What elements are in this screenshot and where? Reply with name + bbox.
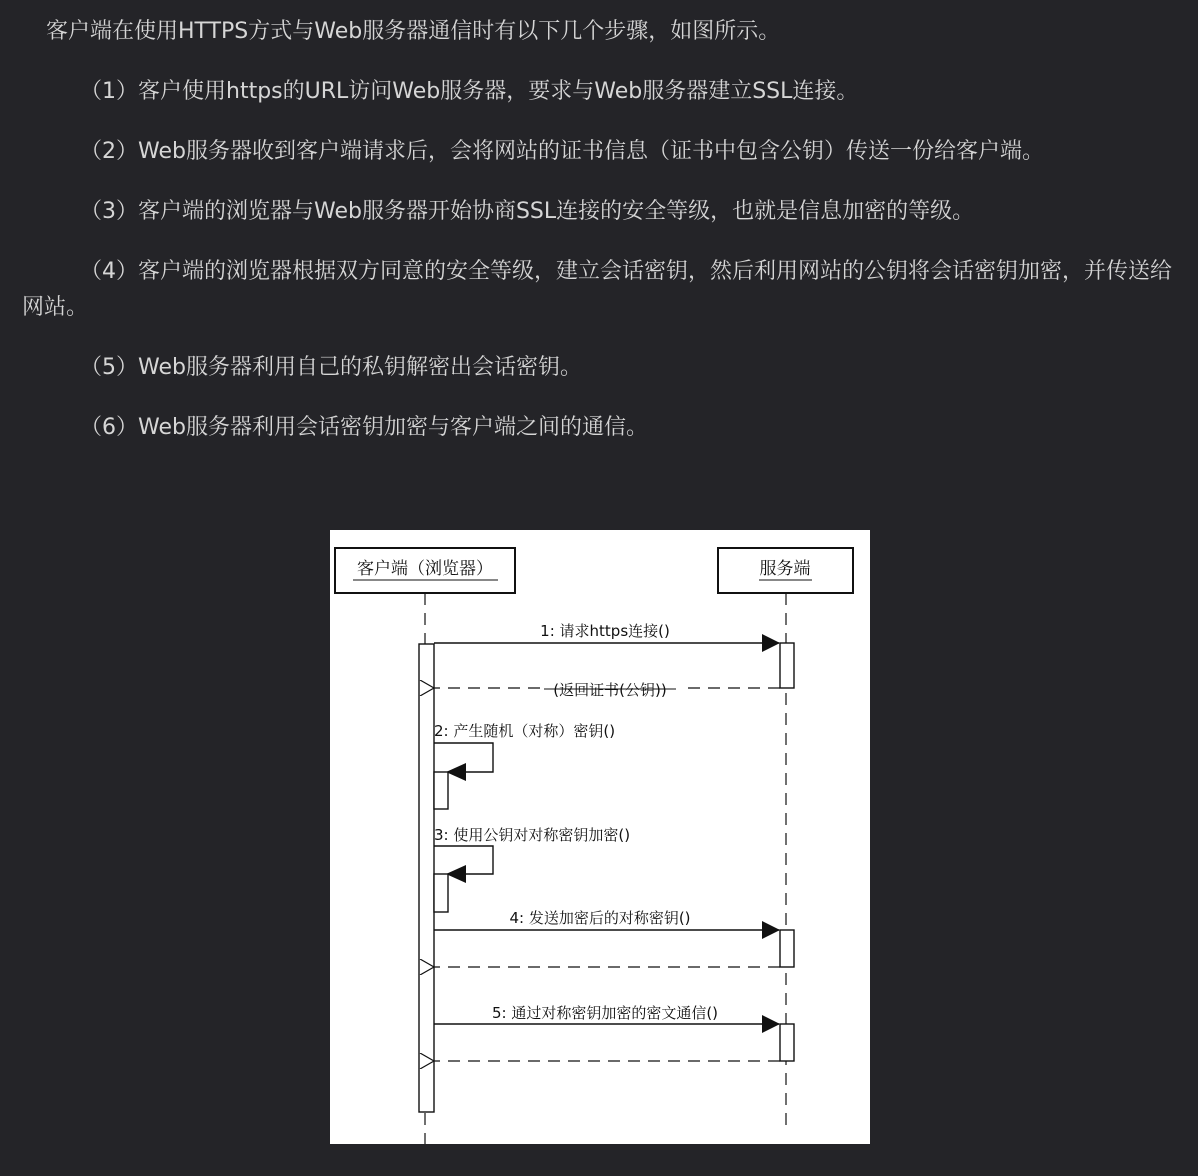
server-participant bbox=[718, 548, 853, 593]
client-self-activation-2 bbox=[434, 772, 448, 809]
step-1-paragraph: （1）客户使用https的URL访问Web服务器，要求与Web服务器建立SSL连接。 bbox=[80, 79, 859, 104]
message-4-label: 4: 发送加密后的对称密钥() bbox=[509, 909, 691, 927]
client-participant-label: 客户端（浏览器） bbox=[357, 559, 493, 579]
step-3-paragraph: （3）客户端的浏览器与Web服务器开始协商SSL连接的安全等级，也就是信息加密的等级。 bbox=[80, 199, 975, 224]
server-activation-5 bbox=[780, 1024, 794, 1061]
message-5 bbox=[434, 1004, 794, 1061]
message-1-return bbox=[434, 678, 780, 699]
message-2 bbox=[434, 722, 615, 809]
client-self-activation-3 bbox=[434, 874, 448, 912]
message-4 bbox=[434, 909, 794, 967]
client-activation-bar bbox=[419, 644, 434, 1112]
step-2-paragraph: （2）Web服务器收到客户端请求后，会将网站的证书信息（证书中包含公钥）传送一份给客户端。 bbox=[80, 139, 1044, 164]
sequence-diagram-canvas bbox=[330, 530, 870, 1144]
message-5-label: 5: 通过对称密钥加密的密文通信() bbox=[491, 1004, 719, 1022]
client-participant bbox=[335, 548, 515, 593]
intro-paragraph: 客户端在使用HTTPS方式与Web服务器通信时有以下几个步骤，如图所示。 bbox=[46, 19, 781, 44]
message-1-label: 1: 请求https连接() bbox=[540, 622, 670, 640]
step-5-paragraph: （5）Web服务器利用自己的私钥解密出会话密钥。 bbox=[80, 355, 582, 380]
message-3-label: 3: 使用公钥对对称密钥加密() bbox=[434, 826, 631, 844]
https-sequence-diagram bbox=[330, 530, 870, 1144]
step-4-paragraph: （4）客户端的浏览器根据双方同意的安全等级，建立会话密钥，然后利用网站的公钥将会话密钥加密，并传送给网站。 bbox=[22, 259, 1173, 320]
server-participant-label: 服务端 bbox=[759, 559, 811, 579]
server-activation-4 bbox=[780, 930, 794, 967]
message-1-return-label: (返回证书(公钥)) bbox=[553, 681, 667, 699]
message-3 bbox=[434, 826, 630, 912]
step-6-paragraph: （6）Web服务器利用会话密钥加密与客户端之间的通信。 bbox=[80, 415, 648, 440]
server-activation-1 bbox=[780, 643, 794, 688]
message-2-label: 2: 产生随机（对称）密钥() bbox=[434, 722, 616, 740]
